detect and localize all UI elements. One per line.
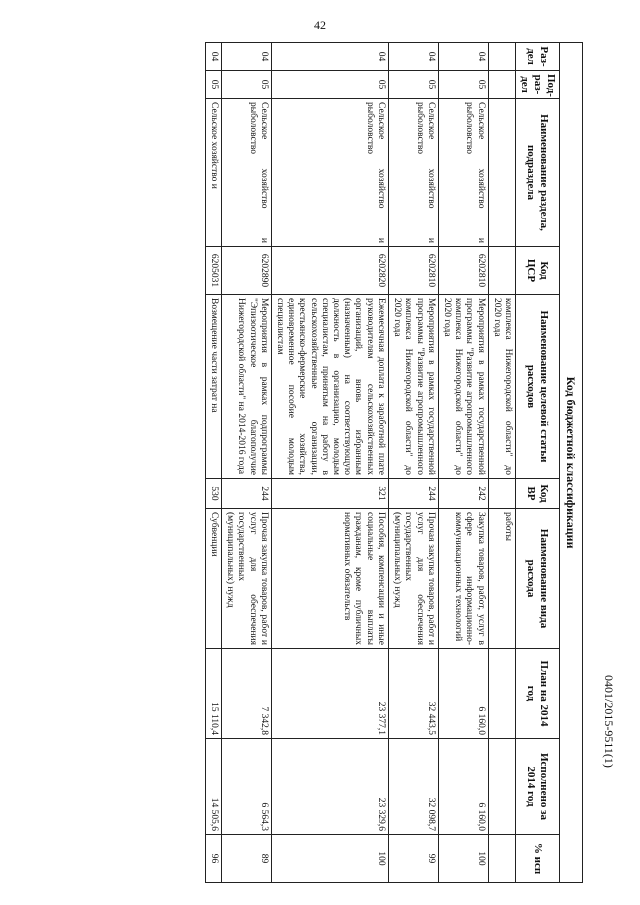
header-plan: План на 2014 год (515, 649, 559, 739)
document-code (590, 675, 620, 885)
budget-table (205, 42, 583, 883)
header-row (515, 43, 559, 883)
cell-vid: Субвенции (205, 509, 221, 649)
cell-ispolneno: 23 329,6 (271, 739, 388, 835)
cell-podrazdel (488, 71, 515, 99)
cell-vr (488, 479, 515, 509)
cell-podrazdel: 05 (388, 71, 438, 99)
header-naim-razdela: Наименование раздела, подраздела (515, 99, 559, 247)
cell-pct: 96 (205, 835, 221, 883)
table-row (488, 43, 515, 883)
cell-statya: Возмещение части затрат на (205, 295, 221, 479)
cell-vid: Прочая закупка товаров, работ и услуг для обеспечения государственных (муниципальных) нужд (222, 509, 272, 649)
cell-ispolneno: 6 160,0 (438, 739, 488, 835)
cell-pct: 89 (222, 835, 272, 883)
cell-plan: 7 342,8 (222, 649, 272, 739)
cell-pct: 100 (438, 835, 488, 883)
table-row (222, 43, 272, 883)
header-podrazdel: Под-раз-дел (515, 71, 559, 99)
cell-ispolneno: 14 505,6 (205, 739, 221, 835)
cell-pct: 99 (388, 835, 438, 883)
cell-podrazdel: 05 (438, 71, 488, 99)
cell-naim-razdela: Сельское хозяйство и рыболовство (388, 99, 438, 247)
cell-razdel: 04 (222, 43, 272, 71)
cell-statya: Мероприятия в рамках государственной программы "Развитие агропромышленного комплекса Нижегородской области" до 2020 года (388, 295, 438, 479)
table-row (388, 43, 438, 883)
cell-podrazdel: 05 (271, 71, 388, 99)
cell-statya: комплекса Нижегородской области" до 2020 года (488, 295, 515, 479)
cell-naim-razdela: Сельское хозяйство и рыболовство (271, 99, 388, 247)
cell-naim-razdela: Сельское хозяйство и рыболовство (438, 99, 488, 247)
cell-csr: 6202890 (222, 247, 272, 295)
table-row (205, 43, 221, 883)
cell-razdel (488, 43, 515, 71)
cell-csr: 6205031 (205, 247, 221, 295)
cell-csr: 6202810 (438, 247, 488, 295)
cell-naim-razdela (488, 99, 515, 247)
cell-csr: 6202820 (271, 247, 388, 295)
cell-vr: 530 (205, 479, 221, 509)
cell-plan: 15 110,4 (205, 649, 221, 739)
cell-pct (488, 835, 515, 883)
cell-naim-razdela: Сельское хозяйство и рыболовство (222, 99, 272, 247)
table-row (438, 43, 488, 883)
cell-podrazdel: 05 (205, 71, 221, 99)
cell-vid: Закупка товаров, работ, услуг в сфере информационно-коммуникационных технологий (438, 509, 488, 649)
cell-plan: 32 443,5 (388, 649, 438, 739)
header-vr: Код ВР (515, 479, 559, 509)
header-csr: Код ЦСР (515, 247, 559, 295)
cell-razdel: 04 (271, 43, 388, 71)
header-naim-vida: Наименование вида расхода (515, 509, 559, 649)
cell-plan: 6 160,0 (438, 649, 488, 739)
cell-vid: Пособия, компенсации и иные социальные выплаты гражданам, кроме публичных нормативных обязательств (271, 509, 388, 649)
header-naim-statyi: Наименование целевой статьи расходов (515, 295, 559, 479)
header-pct: % исп (515, 835, 559, 883)
cell-plan: 23 377,1 (271, 649, 388, 739)
cell-vr: 244 (388, 479, 438, 509)
table-row (271, 43, 388, 883)
table-caption: Код бюджетной классификации (559, 43, 582, 883)
cell-plan (488, 649, 515, 739)
cell-ispolneno (488, 739, 515, 835)
header-ispolneno: Исполнено за 2014 год (515, 739, 559, 835)
document-code-text: 0401/2015-9511(1) (602, 675, 616, 768)
cell-vr: 242 (438, 479, 488, 509)
cell-statya: Мероприятия в рамках подпрограммы "Эпизоотическое благополучие Нижегородской области" на 2014-2016 года (222, 295, 272, 479)
cell-podrazdel: 05 (222, 71, 272, 99)
cell-ispolneno: 32 098,7 (388, 739, 438, 835)
page-number: 42 (314, 18, 326, 32)
cell-statya: Ежемесячная доплата к заработной плате руководителям сельскохозяйственных организаций, вновь избранным (назначенным) на соответствующую должность в организацию, молодым специалистам, принятым на работу в сельскохозяйственные организации, крестьянско-фермерские хозяйства, единовременное пособие молодым специалистам (271, 295, 388, 479)
cell-razdel: 04 (205, 43, 221, 71)
cell-ispolneno: 6 564,3 (222, 739, 272, 835)
table-rotator (68, 42, 583, 882)
cell-csr: 6202810 (388, 247, 438, 295)
cell-razdel: 04 (388, 43, 438, 71)
cell-vid: Прочая закупка товаров, работ и услуг для обеспечения государственных (муниципальных) нужд (388, 509, 438, 649)
cell-vid: работы (488, 509, 515, 649)
cell-csr (488, 247, 515, 295)
cell-statya: Мероприятия в рамках государственной программы "Развитие агропромышленного комплекса Нижегородской области" до 2020 года (438, 295, 488, 479)
cell-vr: 321 (271, 479, 388, 509)
cell-vr: 244 (222, 479, 272, 509)
cell-pct: 100 (271, 835, 388, 883)
header-razdel: Раз-дел (515, 43, 559, 71)
cell-naim-razdela: Сельское хозяйство и (205, 99, 221, 247)
cell-razdel: 04 (438, 43, 488, 71)
rotated-table-area (68, 42, 583, 882)
